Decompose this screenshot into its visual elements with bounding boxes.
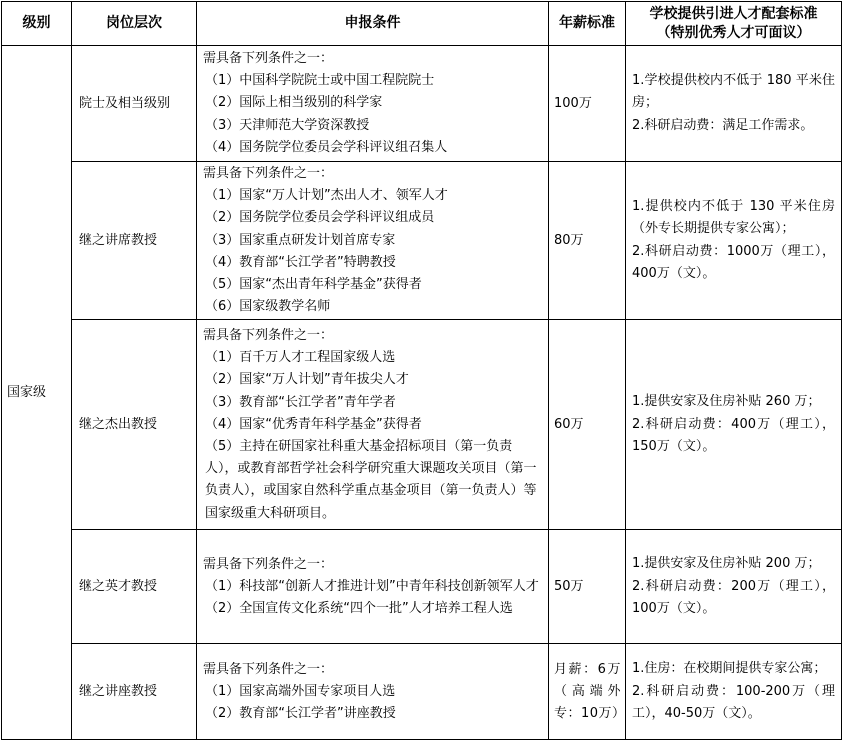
support-cell xyxy=(626,320,842,530)
condition-item: （2）国务院学位委员会学科评议组成员 xyxy=(205,210,435,226)
position-cell: 院士及相当级别 xyxy=(72,46,197,162)
header-salary: 年薪标准 xyxy=(549,2,626,46)
talent-standards-table xyxy=(1,1,842,740)
condition-item: （3）天津师范大学资深教授 xyxy=(205,117,370,133)
condition-item: （5）国家“杰出青年科学基金”获得者 xyxy=(205,277,422,293)
position-cell: 继之英才教授 xyxy=(72,530,197,644)
table-row xyxy=(2,644,842,740)
support-cell xyxy=(626,162,842,320)
condition-item: （4）教育部“长江学者”特聘教授 xyxy=(205,254,396,270)
conditions-intro: 需具备下列条件之一： xyxy=(203,50,334,66)
support-cell xyxy=(626,46,842,162)
support-cell xyxy=(626,644,842,740)
support-cell xyxy=(626,530,842,644)
salary-cell: 60万 xyxy=(549,320,626,530)
header-support xyxy=(626,2,842,46)
conditions-intro: 需具备下列条件之一： xyxy=(203,328,334,343)
conditions-cell xyxy=(197,644,549,740)
position-cell: 继之讲席教授 xyxy=(72,162,197,320)
condition-item: （2）国家“万人计划”青年拔尖人才 xyxy=(205,372,409,388)
condition-item: （1）国家高端外国专家项目人选 xyxy=(205,683,396,699)
condition-item: （1）国家“万人计划”杰出人才、领军人才 xyxy=(205,188,448,204)
condition-item: （1）百千万人才工程国家级人选 xyxy=(205,350,396,366)
position-cell: 继之讲座教授 xyxy=(72,644,197,740)
table-row xyxy=(2,162,842,320)
table-row xyxy=(2,530,842,644)
header-support-line2: （特别优秀人才可面议） xyxy=(656,24,811,41)
salary-cell: 80万 xyxy=(549,162,626,320)
conditions-cell xyxy=(197,530,549,644)
header-support-line1: 学校提供引进人才配套标准 xyxy=(649,5,818,22)
support-item: 1.提供安家及住房补贴 260 万； xyxy=(632,394,821,410)
condition-item: （1）中国科学院院士或中国工程院院士 xyxy=(205,73,435,89)
condition-item: （2）教育部“长江学者”讲座教授 xyxy=(205,706,396,722)
position-cell: 继之杰出教授 xyxy=(72,320,197,530)
condition-item: （3）教育部“长江学者”青年学者 xyxy=(205,394,396,410)
table-row xyxy=(2,46,842,162)
support-item: 2.科研启动费：400万（理工），150万（文）。 xyxy=(632,416,835,455)
conditions-cell xyxy=(197,320,549,530)
support-item: 2.科研启动费：100-200万（理工），40-50万（文）。 xyxy=(632,683,835,722)
salary-cell: 100万 xyxy=(549,46,626,162)
support-item: 1.提供校内不低于 130 平米住房（外专长期提供专家公寓）； xyxy=(632,198,835,237)
condition-item: （4）国家“优秀青年科学基金”获得者 xyxy=(205,416,422,432)
header-conditions: 申报条件 xyxy=(197,2,549,46)
support-item: 2.科研启动费：1000万（理工），400万（文）。 xyxy=(632,243,835,282)
condition-item: （4）国务院学位委员会学科评议组召集人 xyxy=(205,139,448,155)
conditions-intro: 需具备下列条件之一： xyxy=(203,661,334,677)
conditions-cell xyxy=(197,162,549,320)
header-position: 岗位层次 xyxy=(72,2,197,46)
support-item: 1.住房：在校期间提供专家公寓； xyxy=(632,661,827,677)
salary-cell: 50万 xyxy=(549,530,626,644)
header-level: 级别 xyxy=(2,2,72,46)
table-header-row xyxy=(2,2,842,46)
level-cell: 国家级 xyxy=(2,46,72,740)
conditions-intro: 需具备下列条件之一： xyxy=(203,166,334,181)
support-item: 1.学校提供校内不低于 180 平米住房； xyxy=(632,72,835,111)
conditions-intro: 需具备下列条件之一： xyxy=(203,556,334,572)
table-row xyxy=(2,320,842,530)
condition-item: （1）科技部“创新人才推进计划”中青年科技创新领军人才 xyxy=(205,578,539,594)
salary-cell: 月薪：6万（高端外专：10万） xyxy=(549,644,626,740)
condition-item: （6）国家级教学名师 xyxy=(205,299,331,315)
support-item: 2.科研启动费：200万（理工），100万（文）。 xyxy=(632,578,835,617)
condition-item: （2）国际上相当级别的科学家 xyxy=(205,95,383,111)
condition-item: （2）全国宣传文化系统“四个一批”人才培养工程人选 xyxy=(205,601,513,617)
condition-item: （3）国家重点研发计划首席专家 xyxy=(205,232,396,248)
condition-item: （5）主持在研国家社科重大基金招标项目（第一负责人），或教育部哲学社会科学研究重大课题攻关项目（第一负责人），或国家自然科学重点基金项目（第一负责人）等国家级重大科研项目。 xyxy=(205,439,537,521)
support-item: 1.提供安家及住房补贴 200 万； xyxy=(632,556,821,572)
support-item: 2.科研启动费：满足工作需求。 xyxy=(632,117,814,133)
conditions-cell xyxy=(197,46,549,162)
